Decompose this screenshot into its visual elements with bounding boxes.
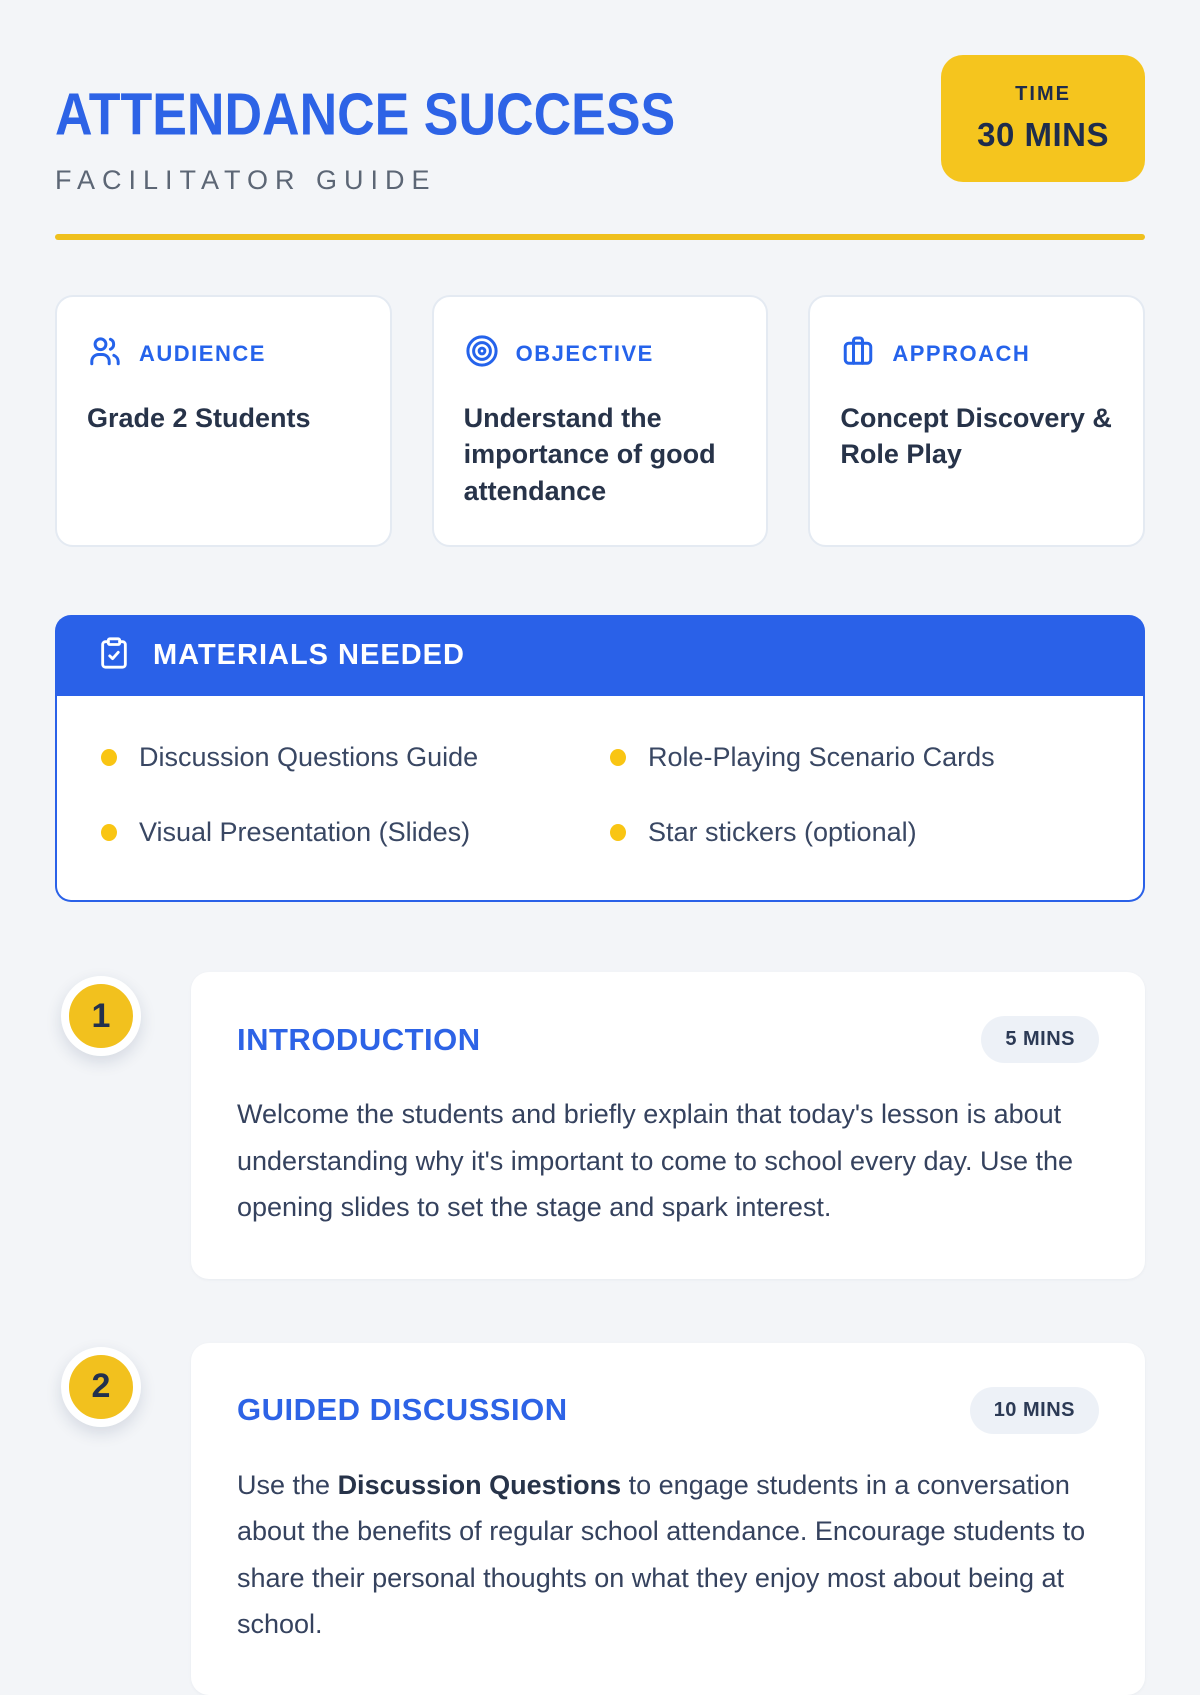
step-body-text: Use the: [237, 1469, 338, 1500]
step-duration-badge: 10 MINS: [970, 1387, 1099, 1434]
step-body-bold-text: Discussion Questions: [337, 1469, 622, 1500]
materials-section: [55, 615, 1145, 902]
step-body-text: Welcome the students and briefly explain that today's lesson is about understanding why it's important to come to school every day. Use the opening slides to set the stage and spark interest.: [237, 1099, 1074, 1223]
approach-card-text: Concept Discovery & Role Play: [840, 403, 1112, 470]
step-body: [237, 1091, 1099, 1230]
time-badge-value: 30 MINS: [977, 116, 1109, 153]
audience-card-label: AUDIENCE: [139, 340, 266, 366]
approach-card: [808, 295, 1145, 547]
briefcase-icon: [840, 333, 876, 374]
bullet-dot-icon: [101, 824, 117, 841]
time-badge-label: TIME: [1015, 83, 1071, 105]
objective-card-label: OBJECTIVE: [515, 340, 654, 366]
material-item-label: Visual Presentation (Slides): [139, 817, 471, 848]
material-item-label: Role-Playing Scenario Cards: [648, 742, 995, 773]
material-item-label: Discussion Questions Guide: [139, 742, 479, 773]
step-title: INTRODUCTION: [237, 1021, 481, 1057]
time-badge: [941, 55, 1145, 182]
step-number-badge: 2: [61, 1347, 141, 1427]
audience-card-text: Grade 2 Students: [87, 403, 311, 433]
audience-card: [55, 295, 392, 547]
step-number-badge: 1: [61, 976, 141, 1056]
steps-section: [55, 972, 1145, 1695]
header: [55, 55, 1145, 196]
bullet-dot-icon: [101, 749, 117, 766]
step-introduction: [55, 972, 1145, 1278]
approach-card-label: APPROACH: [892, 340, 1031, 366]
page-title: ATTENDANCE SUCCESS: [55, 82, 676, 149]
step-guided-discussion: [55, 1343, 1145, 1695]
material-item: [101, 742, 590, 773]
page-subtitle: FACILITATOR GUIDE: [55, 165, 437, 195]
users-icon: [87, 333, 123, 374]
audience-card-head: [87, 333, 360, 374]
objective-card: [432, 295, 769, 547]
target-icon: [464, 333, 500, 374]
material-item-label: Star stickers (optional): [648, 817, 917, 848]
material-item: [610, 817, 1099, 848]
step-body: [237, 1462, 1099, 1648]
step-body-text: to engage students in a conversation about the benefits of regular school attendance. Encourage students to share their personal thoughts on what they enjoy most about being at school.: [237, 1469, 1086, 1639]
info-cards-row: [55, 295, 1145, 547]
bullet-dot-icon: [610, 824, 626, 841]
step-card: [191, 972, 1145, 1278]
materials-list: [55, 696, 1145, 902]
step-card: [191, 1343, 1145, 1695]
materials-header: [55, 615, 1145, 696]
material-item: [101, 817, 590, 848]
yellow-divider: [55, 234, 1145, 240]
bullet-dot-icon: [610, 749, 626, 766]
materials-title: MATERIALS NEEDED: [153, 639, 465, 672]
objective-card-head: [464, 333, 737, 374]
step-head: [237, 1016, 1099, 1063]
objective-card-text: Understand the importance of good attendance: [463, 403, 716, 506]
title-block: [55, 81, 675, 196]
approach-card-head: [840, 333, 1113, 374]
step-duration-badge: 5 MINS: [981, 1016, 1099, 1063]
material-item: [610, 742, 1099, 773]
clipboard-check-icon: [97, 636, 131, 675]
step-head: [237, 1387, 1099, 1434]
step-title: GUIDED DISCUSSION: [237, 1392, 568, 1428]
